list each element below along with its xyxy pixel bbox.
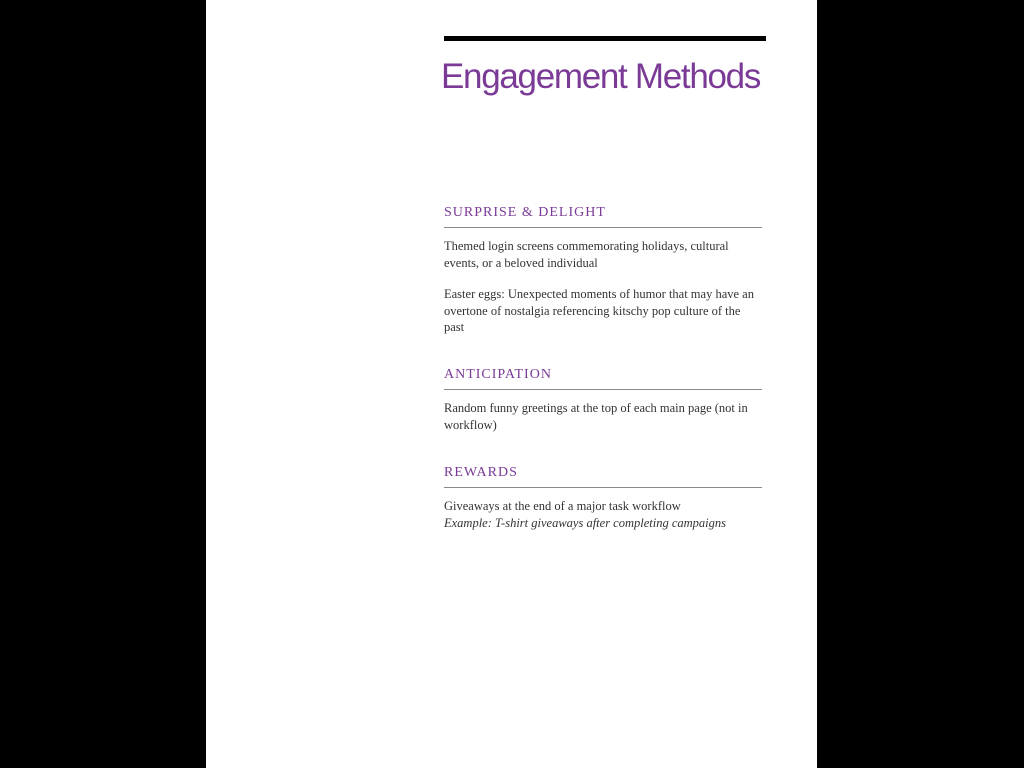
section-anticipation	[444, 367, 762, 433]
section-body	[444, 498, 762, 531]
section-paragraph: Giveaways at the end of a major task workflow	[444, 499, 681, 513]
section-heading: ANTICIPATION	[444, 367, 552, 382]
section-rewards	[444, 465, 762, 531]
section-example: Example: T-shirt giveaways after completing campaigns	[444, 515, 727, 530]
section-divider	[444, 389, 762, 390]
section-divider	[444, 227, 762, 228]
section-paragraph: Easter eggs: Unexpected moments of humor that may have an overtone of nostalgia referencing kitschy pop culture of the past	[444, 287, 754, 334]
section-body	[444, 400, 762, 433]
title-top-rule	[444, 36, 766, 41]
section-paragraph: Themed login screens commemorating holidays, cultural events, or a beloved individual	[444, 239, 729, 270]
section-heading: SURPRISE & DELIGHT	[444, 205, 606, 220]
document-page	[206, 0, 817, 768]
section-surprise-delight	[444, 205, 762, 336]
section-body	[444, 238, 762, 336]
page-title: Engagement Methods	[441, 57, 761, 96]
section-paragraph: Random funny greetings at the top of each main page (not in workflow)	[444, 401, 748, 432]
section-heading: REWARDS	[444, 465, 518, 480]
section-divider	[444, 487, 762, 488]
